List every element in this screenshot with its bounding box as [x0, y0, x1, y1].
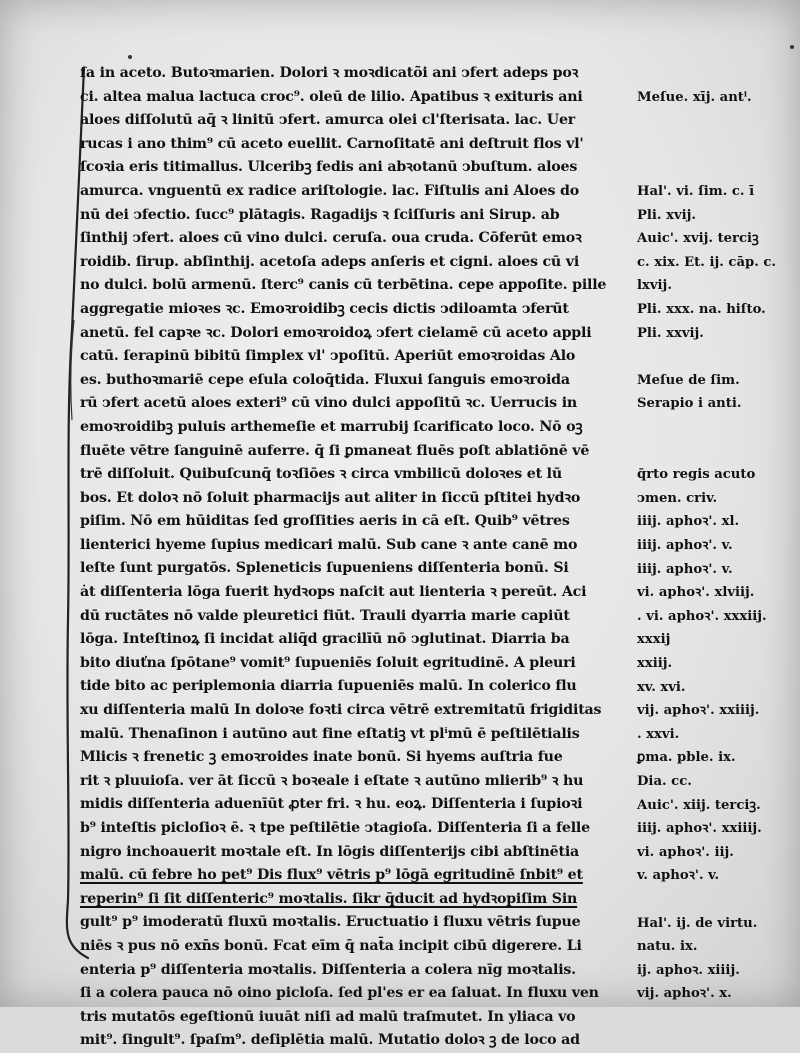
text-line: ſa in aceto. Butoꝛmarien. Dolori ꝛ moꝛdicatõi ani ↄfert adeps poꝛ	[80, 65, 579, 81]
marginal-note-line: Meſue. xīj. antⁱ.	[637, 89, 752, 105]
text-line: malū. cū febre ho pet⁹ Dis flux⁹ vētris p⁹ lōgā egritudinē ſnbit⁹ et	[80, 867, 583, 884]
marginal-note-line: c. xix. Et. ij. cāp. c.	[637, 254, 777, 270]
marginal-note-line: Pli. xxx. na. hiſto.	[637, 301, 766, 317]
text-line: emoꝛroidibꝫ puluis arthemeſie et marrubij ſcarificato loco. Nō oꝫ	[80, 418, 583, 435]
text-line: reperin⁹ ſi ſit diſſenteric⁹ moꝛtalis. ſikr q̄ducit ad hydꝛopiſim Sin	[80, 890, 578, 907]
marginal-note-line: iiij. aphoꝛ'. xl.	[637, 514, 740, 530]
ink-spot	[128, 55, 132, 59]
text-line: trē diſſoluit. Quibuſcunq̄ toꝛſiōes ꝛ circa vmbilicū doloꝛes et lū	[80, 466, 562, 483]
marginal-note-line: natu. ix.	[637, 939, 698, 955]
text-line: amurca. vnguentū ex radice ariſtologie. lac. Fiſtulis ani Aloes do	[80, 182, 579, 199]
marginal-note-line: vi. aphoꝛ'. iij.	[637, 844, 734, 860]
text-line: bos. Et doloꝛ nō ſoluit pharmacijs aut aliter in ſiccū pſtitei hydꝛo	[80, 489, 581, 506]
text-line: rucas i ano thim⁹ cū aceto euellit. Carnoſitatē ani deſtruit flos vl'	[80, 135, 584, 152]
marginal-note-line: Serapio i anti.	[637, 396, 742, 412]
text-line: ſcoꝛia eris titimallus. Ulceribꝫ fedis ani abꝛotanū ↄbuſtum. aloes	[80, 159, 578, 176]
text-line: rū ↄfert acetū aloes exteri⁹ cū vino dulci appoſitū ꝛc. Uerrucis in	[80, 395, 578, 412]
marginal-note-line: xxxij	[637, 632, 671, 648]
text-line: lōga. Inteſtinoꝝ ſi incidat aliq̄d gracilīū nō ↄglutinat. Diarria ba	[80, 631, 570, 648]
text-line: ȧt diſſenteria lōga fuerit hydꝛops naſcit aut lienteria ꝛ pereūt. Aci	[80, 584, 587, 601]
marginal-note-line: iiij. aphoꝛ'. v.	[637, 537, 733, 553]
marginal-note	[637, 912, 757, 1006]
marginal-note-line: v. aphoꝛ'. v.	[637, 868, 720, 884]
marginal-note	[637, 86, 752, 110]
text-line: gult⁹ p⁹ imoderatū fluxū moꝛtalis. Eructuatio i fluxu vētris ſupue	[80, 914, 581, 931]
marginal-note-line: iiij. aphoꝛ'. v.	[637, 561, 733, 577]
marginal-note-line: ꝑma. pble. ix.	[637, 750, 736, 766]
text-line: Mlicis ꝛ frenetic ꝫ emoꝛroides inate bonū. Si hyems auſtria fue	[80, 749, 563, 766]
marginal-note-line: vi. aphoꝛ'. xlviij.	[637, 585, 755, 601]
marginal-note-line: Pli. xxvij.	[637, 325, 704, 341]
text-line: ſi a colera pauca nō oino picloſa. ſed pl'es er ea ſaluat. In fluxu ven	[80, 985, 599, 1002]
marginal-note-line: xxiij.	[637, 655, 673, 671]
text-line: rit ꝛ pluuioſa. ver āt ſiccū ꝛ boꝛeale i eſtate ꝛ autūno mlierib⁹ ꝛ hu	[80, 772, 584, 789]
marginal-note-line: ij. aphoꝛ. xiiij.	[637, 962, 740, 978]
marginal-note-line: q̄rto regis acuto	[637, 467, 756, 483]
text-line: dū ructātes nō valde pleuretici fiūt. Trauli dyarria marie capiūt	[80, 607, 570, 624]
text-line: catū. ſerapinū bibitū ſimplex vl' ↄpoſitū. Aperiūt emoꝛroidas Alo	[80, 348, 576, 365]
text-line: leſte ſunt purgatōs. Spleneticis ſupueniens diſſenteria bonū. Si	[80, 560, 569, 577]
main-text-column	[80, 62, 625, 1053]
text-line: anetū. fel capꝛe ꝛc. Dolori emoꝛroidoꝝ ↄfert cielamē cū aceto appli	[80, 324, 592, 341]
marginal-note-line: Meſue de ſim.	[637, 372, 740, 388]
text-line: aloes diſſolutū aq̄ ꝛ linitū ↄfert. amurca olei cl'ſterisata. lac. Uer	[80, 112, 576, 129]
text-line: ſinthij ↄfert. aloes cū vino dulci. ceruſa. oua cruda. Cōferūt emoꝛ	[80, 230, 582, 247]
marginal-note-line: lxvij.	[637, 278, 672, 294]
text-line: malū. Thenaſinon i autūno aut fine eſtatiꝫ vt plⁱmū ē peſtilētialis	[80, 725, 580, 742]
marginal-note-line: Auic'. xiij. terciꝫ.	[637, 797, 761, 813]
marginal-note-line: . xxvi.	[637, 726, 680, 742]
marginal-note-line: iiij. aphoꝛ'. xxiiij.	[637, 821, 762, 837]
marginal-note-line: ↄmen. criv.	[637, 490, 718, 506]
text-line: no dulci. bolū armenū. ſterc⁹ canis cū terbētina. cepe appoſite. pille	[80, 277, 607, 294]
text-line: mit⁹. ſingult⁹. ſpaſm⁹. deſiplētia malū. Mutatio doloꝛ ꝫ de loco ad	[80, 1032, 580, 1049]
text-line: es. buthoꝛmariē cepe eſula coloq̄tida. Fluxui ſanguis emoꝛroida	[80, 371, 570, 388]
text-line: nigro inchoauerit moꝛtale eſt. In lōgis diſſenterijs cibi abſtinētia	[80, 843, 580, 860]
text-line: tris mutatōs egeſtionū iuuāt niſi ad malū traſmutet. In yliaca vo	[80, 1008, 576, 1025]
text-line: fluēte vētre ſanguinē auferre. q̄ ſi ꝑmaneat fluēs poſt ablatiōnē vē	[80, 442, 590, 459]
marginal-note-line: xv. xvi.	[637, 679, 686, 695]
text-line: aggregatie mioꝛes ꝛc. Emoꝛroidibꝫ cecis dictis ↄdiloamta ↄferūt	[80, 300, 569, 317]
marginal-note-line: Hal'. ij. de virtu.	[637, 915, 758, 931]
marginal-note	[637, 180, 776, 345]
text-line: roidib. ſirup. abſinthij. acetoſa adeps anſeris et cigni. aloes cū vi	[80, 253, 580, 270]
marginal-note-line: Pli. xvij.	[637, 207, 697, 223]
ink-spot	[790, 45, 794, 49]
marginal-note-line: Dia. cc.	[637, 773, 692, 789]
text-line: b⁹ inteſtis picloſioꝛ ē. ꝛ tpe peſtilētie ↄtagioſa. Diſſenteria ſi a felle	[80, 820, 590, 836]
marginal-note-line: Hal'. vi. ſim. c. ī	[637, 184, 755, 199]
text-line: midis diſſenteria aduenīūt ꝓter fri. ꝛ hu. eoꝝ. Diſſenteria i ſupioꝛi	[80, 796, 583, 813]
marginal-note-line: vij. aphoꝛ'. x.	[637, 986, 732, 1002]
text-line: nū dei ↄfectio. ſucc⁹ plātagis. Ragadijs ꝛ ſciſſuris ani Sirup. ab	[80, 206, 560, 223]
text-line: bito diuťna ſpōtane⁹ vomit⁹ ſupueniēs ſoluit egritudinē. A pleuri	[80, 654, 576, 671]
marginal-note-line: . vi. aphoꝛ'. xxxiij.	[637, 608, 767, 624]
marginal-note	[637, 463, 767, 746]
marginal-note	[637, 746, 762, 888]
marginal-note	[637, 369, 741, 416]
marginal-note-line: Auic'. xvij. terciꝫ	[637, 231, 759, 247]
text-line: tide bito ac periplemonia diarria ſupueniēs malū. In colerico flu	[80, 678, 577, 695]
text-line: lienterici hyeme ſupius medicari malū. Sub cane ꝛ ante canē mo	[80, 536, 578, 553]
text-line: piſim. Nō em hūiditas ſed groſſities aeris in cā eſt. Quib⁹ vētres	[80, 513, 570, 530]
marginal-note-line: vij. aphoꝛ'. xxiiij.	[637, 703, 760, 719]
text-line: xu diſſenteria malū In doloꝛe foꝛti circa vētrē extremitatū frigiditas	[80, 702, 602, 719]
text-line: ci. altea malua lactuca croc⁹. oleū de lilio. Apatibus ꝛ exituris ani	[80, 88, 583, 105]
text-line: niēs ꝛ pus nō exn̄s bonū. Fcat eīm q̄ nat̄a incipit cibū digerere. Li	[80, 937, 582, 954]
text-line: enteria p⁹ diſſenteria moꝛtalis. Diſſenteria a colera nīg moꝛtalis.	[80, 961, 576, 978]
